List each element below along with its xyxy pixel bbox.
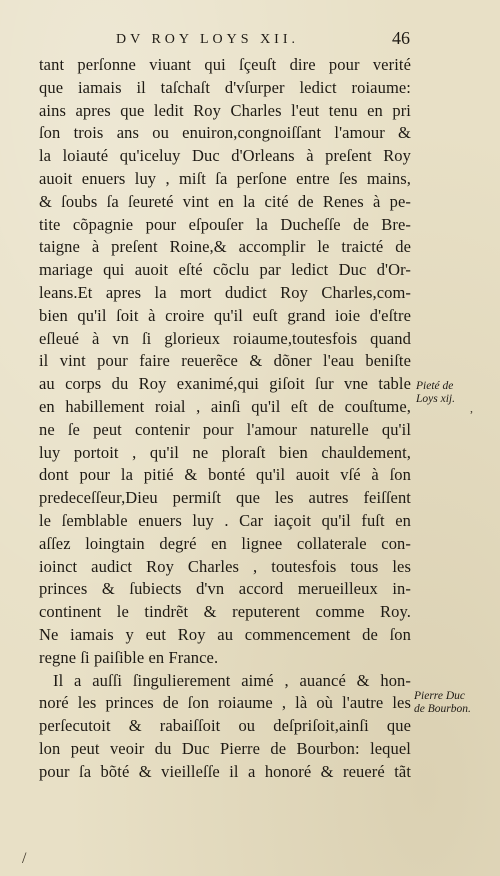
text-line: Ne iamais y eut Roy au commencement de ſon bbox=[39, 624, 411, 644]
text-line: que iamais il taſchaſt d'vſurper ledict roiaume: bbox=[39, 77, 411, 97]
text-line: leans.Et apres la mort dudict Roy Charles,com- bbox=[39, 282, 411, 302]
text-line: auoit enuers luy , miſt ſa perſone entre ſes mains, bbox=[39, 168, 411, 188]
margin-note-bourbon bbox=[414, 690, 471, 716]
text-line: taigne à preſent Roine,& accomplir le traicté de bbox=[39, 237, 411, 257]
text-line: & ſoubs ſa ſeureté vint en la cité de Renes à pe- bbox=[39, 191, 411, 211]
text-line: le ſemblable enuers luy . Car iaçoit qu'il fuſt en bbox=[39, 510, 411, 530]
text-line: tite cõpagnie pour eſpouſer la Ducheſſe de Bre- bbox=[39, 214, 411, 234]
text-line: tant perſonne viuant qui ſçeuſt dire pour verité bbox=[39, 55, 411, 74]
margin-note-line: Pieté de bbox=[416, 380, 454, 392]
paragraph-end-line: regne ſi paiſible en France. bbox=[39, 647, 219, 667]
text-line: noré les princes de ſon roiaume , là où l'autre les bbox=[39, 693, 411, 713]
text-line: la loiauté qu'iceluy Duc d'Orleans à preſent Roy bbox=[39, 146, 411, 166]
text-line: eſleué à vn ſi glorieux roiaume,toutesfois quand bbox=[39, 328, 411, 348]
margin-note-line: Pierre Duc bbox=[414, 690, 465, 702]
margin-note-line: de Bourbon. bbox=[414, 703, 471, 715]
text-line: au corps du Roy exanimé,qui giſoit ſur vne table bbox=[39, 374, 411, 394]
text-line: ains apres que ledit Roy Charles l'eut tenu en pri bbox=[39, 100, 411, 120]
stray-ink-mark: / bbox=[22, 850, 27, 867]
text-line: pour ſa bõté & vieilleſſe il a honoré & reueré tãt bbox=[39, 761, 411, 781]
page-number: 46 bbox=[392, 28, 410, 48]
text-line: bien qu'il ſoit à croire qu'il euſt grand ioie d'eſtre bbox=[39, 305, 411, 325]
text-line: perſecutoit & rabaiſſoit ou deſpriſoit,ainſi que bbox=[39, 716, 411, 736]
running-title: DV ROY LOYS XII. bbox=[116, 32, 299, 47]
text-line: en habillement roial , ainſi qu'il eſt de couſtume, bbox=[39, 396, 411, 416]
text-line: dont pour la pitié & bonté qu'il auoit vſé à ſon bbox=[39, 465, 411, 485]
comma-mark: , bbox=[470, 401, 473, 415]
margin-note-piety bbox=[416, 380, 455, 406]
margin-note-line: Loys xij. bbox=[416, 393, 455, 405]
text-line: aſſez loingtain degré en lignee collaterale con- bbox=[39, 533, 411, 553]
text-line: ioinct audict Roy Charles , toutesfois tous les bbox=[39, 556, 411, 576]
text-line: princes & ſubiects d'vn accord merueilleux in- bbox=[39, 579, 411, 599]
text-line: continent le tindrẽt & reputerent comme Roy. bbox=[39, 602, 411, 622]
text-line: mariage qui auoit eſté cõclu par ledict Duc d'Or- bbox=[39, 260, 411, 280]
text-line: il vint pour faire reuerẽce & dõner l'eau beniſte bbox=[39, 351, 411, 371]
text-line: lon peut veoir du Duc Pierre de Bourbon: lequel bbox=[39, 738, 411, 758]
text-line: ne ſe peut contenir pour l'amour naturelle qu'il bbox=[39, 419, 411, 439]
paragraph-start-line: Il a auſſi ſingulierement aimé , auancé & hon- bbox=[53, 670, 411, 690]
text-line: predeceſſeur,Dieu permiſt que les autres feiſſent bbox=[39, 488, 411, 508]
text-line: luy portoit , qu'il ne ploraſt bien chauldement, bbox=[39, 442, 411, 462]
text-line: ſon trois ans ou enuiron,congnoiſſant l'amour & bbox=[39, 123, 411, 143]
body-text bbox=[39, 54, 411, 784]
